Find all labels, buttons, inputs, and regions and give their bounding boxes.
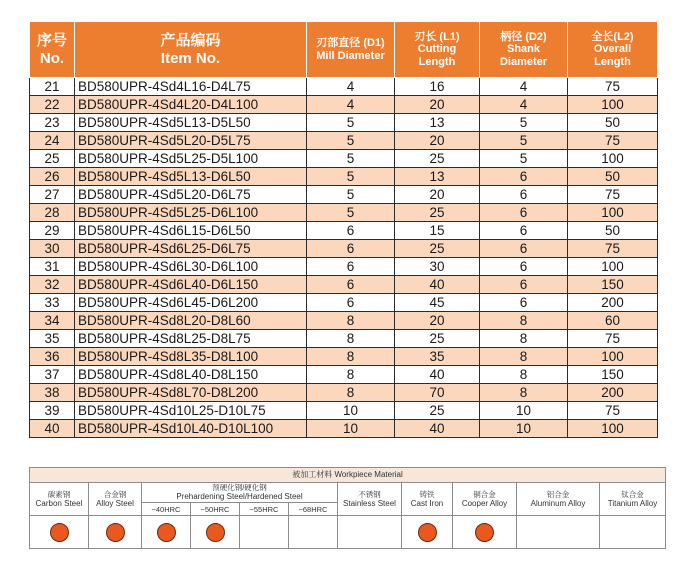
cell-item-no: BD580UPR-4Sd6L25-D6L75 (75, 240, 307, 258)
table-row (30, 222, 658, 240)
cell-cutting-length: 35 (395, 348, 480, 366)
header-item (75, 22, 307, 78)
header-d1-zh: 刃部直径 (D1) (316, 36, 385, 49)
cell-mill-diameter: 5 (307, 204, 395, 222)
cell-cutting-length: 20 (395, 312, 480, 330)
cell-item-no: BD580UPR-4Sd8L35-D8L100 (75, 348, 307, 366)
cell-shank-diameter: 6 (480, 222, 568, 240)
cell-shank-diameter: 10 (480, 402, 568, 420)
cell-mill-diameter: 5 (307, 114, 395, 132)
cell-hrc40 (142, 516, 191, 549)
cell-cutting-length: 20 (395, 132, 480, 150)
table-row (30, 402, 658, 420)
cell-shank-diameter: 5 (480, 150, 568, 168)
hardened-en: Prehardening Steel/Hardened Steel (176, 492, 303, 502)
cell-mill-diameter: 8 (307, 312, 395, 330)
cell-shank-diameter: 6 (480, 276, 568, 294)
cell-item-no: BD580UPR-4Sd5L20-D5L75 (75, 132, 307, 150)
cell-shank-diameter: 10 (480, 420, 568, 438)
castiron-zh: 铸铁 (419, 489, 435, 499)
cell-cutting-length: 40 (395, 366, 480, 384)
material-title-row (30, 468, 666, 483)
cell-shank-diameter: 6 (480, 240, 568, 258)
cell-cutting-length: 15 (395, 222, 480, 240)
cell-shank-diameter: 4 (480, 78, 568, 96)
cell-item-no: BD580UPR-4Sd6L15-D6L50 (75, 222, 307, 240)
table-row (30, 132, 658, 150)
header-item-zh: 产品编码 (160, 32, 221, 50)
table-row (30, 276, 658, 294)
cell-alloy (89, 516, 142, 549)
cell-overall-length: 50 (568, 222, 658, 240)
material-aluminum-alloy (517, 483, 600, 516)
cell-hrc55 (240, 516, 289, 549)
cell-cutting-length: 25 (395, 204, 480, 222)
cell-no: 31 (30, 258, 75, 276)
table-row (30, 366, 658, 384)
cell-no: 38 (30, 384, 75, 402)
cell-shank-diameter: 6 (480, 294, 568, 312)
aluminum-en: Aluminum Alloy (530, 498, 586, 508)
cell-hrc68 (289, 516, 338, 549)
header-d2-zh: 柄径 (D2) (500, 30, 547, 43)
cell-stainless (338, 516, 402, 549)
cell-overall-length: 100 (568, 348, 658, 366)
cell-item-no: BD580UPR-4Sd5L13-D6L50 (75, 168, 307, 186)
cell-cutting-length: 25 (395, 240, 480, 258)
material-titanium-alloy (600, 483, 666, 516)
cell-cutting-length: 30 (395, 258, 480, 276)
cell-shank-diameter: 8 (480, 384, 568, 402)
cell-no: 33 (30, 294, 75, 312)
table-row (30, 420, 658, 438)
cell-item-no: BD580UPR-4Sd10L40-D10L100 (75, 420, 307, 438)
cell-item-no: BD580UPR-4Sd10L25-D10L75 (75, 402, 307, 420)
cell-item-no: BD580UPR-4Sd5L13-D5L50 (75, 114, 307, 132)
cell-item-no: BD580UPR-4Sd4L16-D4L75 (75, 78, 307, 96)
suitable-dot-icon (418, 523, 437, 542)
hrc-68: ~68HRC (289, 503, 338, 516)
cell-cutting-length: 13 (395, 114, 480, 132)
cell-shank-diameter: 6 (480, 204, 568, 222)
cell-titanium (600, 516, 666, 549)
carbon-en: Carbon Steel (35, 498, 83, 508)
cell-no: 37 (30, 366, 75, 384)
cell-shank-diameter: 4 (480, 96, 568, 114)
material-carbon-steel (30, 483, 89, 516)
suitable-dot-icon (475, 523, 494, 542)
header-no-zh: 序号 (36, 32, 67, 50)
cell-no: 21 (30, 78, 75, 96)
cell-mill-diameter: 6 (307, 240, 395, 258)
cell-shank-diameter: 8 (480, 330, 568, 348)
cell-castiron (402, 516, 453, 549)
cell-cutting-length: 25 (395, 330, 480, 348)
cell-shank-diameter: 8 (480, 312, 568, 330)
cell-cutting-length: 40 (395, 420, 480, 438)
cell-item-no: BD580UPR-4Sd8L70-D8L200 (75, 384, 307, 402)
table-row (30, 294, 658, 312)
cell-mill-diameter: 8 (307, 384, 395, 402)
table-row (30, 204, 658, 222)
cell-mill-diameter: 4 (307, 78, 395, 96)
header-no (30, 22, 75, 78)
cell-no: 24 (30, 132, 75, 150)
cell-mill-diameter: 8 (307, 348, 395, 366)
cell-overall-length: 200 (568, 294, 658, 312)
header-row (30, 22, 658, 78)
hrc-40: ~40HRC (142, 503, 191, 516)
cell-cutting-length: 70 (395, 384, 480, 402)
header-l2-en1: Overall (593, 43, 632, 56)
titanium-en: Titanium Alloy (607, 498, 658, 508)
cell-overall-length: 100 (568, 204, 658, 222)
table-row (30, 114, 658, 132)
header-l1-en1: Cutting (417, 43, 457, 56)
cell-shank-diameter: 6 (480, 258, 568, 276)
table-row (30, 258, 658, 276)
cell-shank-diameter: 5 (480, 132, 568, 150)
cell-cutting-length: 45 (395, 294, 480, 312)
cell-overall-length: 100 (568, 150, 658, 168)
material-alloy-steel (89, 483, 142, 516)
stainless-zh: 不锈钢 (358, 489, 381, 499)
header-l1-zh: 刃长 (L1) (414, 30, 460, 43)
cell-copper (453, 516, 517, 549)
cell-item-no: BD580UPR-4Sd8L40-D8L150 (75, 366, 307, 384)
hrc-50: ~50HRC (191, 503, 240, 516)
stainless-en: Stainless Steel (343, 498, 396, 508)
cell-shank-diameter: 8 (480, 348, 568, 366)
cell-item-no: BD580UPR-4Sd6L30-D6L100 (75, 258, 307, 276)
table-row (30, 348, 658, 366)
suitable-dot-icon (50, 523, 69, 542)
cell-item-no: BD580UPR-4Sd5L25-D5L100 (75, 150, 307, 168)
cell-cutting-length: 16 (395, 78, 480, 96)
cell-aluminum (517, 516, 600, 549)
product-table (29, 21, 658, 438)
cell-mill-diameter: 6 (307, 294, 395, 312)
cell-item-no: BD580UPR-4Sd8L20-D8L60 (75, 312, 307, 330)
cell-mill-diameter: 5 (307, 150, 395, 168)
cell-carbon (30, 516, 89, 549)
cell-mill-diameter: 10 (307, 402, 395, 420)
cell-no: 32 (30, 276, 75, 294)
header-no-en: No. (39, 49, 65, 67)
cell-mill-diameter: 10 (307, 420, 395, 438)
cell-item-no: BD580UPR-4Sd4L20-D4L100 (75, 96, 307, 114)
cell-cutting-length: 13 (395, 168, 480, 186)
cell-item-no: BD580UPR-4Sd5L25-D6L100 (75, 204, 307, 222)
cell-overall-length: 100 (568, 96, 658, 114)
material-title: 被加工材料 Workpiece Material (30, 468, 666, 483)
cell-shank-diameter: 5 (480, 114, 568, 132)
suitable-dot-icon (206, 523, 225, 542)
cell-overall-length: 150 (568, 276, 658, 294)
cell-item-no: BD580UPR-4Sd5L20-D6L75 (75, 186, 307, 204)
suitable-dot-icon (157, 523, 176, 542)
material-hardened-steel (142, 483, 338, 503)
suitable-dot-icon (106, 523, 125, 542)
castiron-en: Cast Iron (410, 498, 444, 508)
cell-shank-diameter: 6 (480, 186, 568, 204)
cell-overall-length: 75 (568, 78, 658, 96)
header-d2-en1: Shank (506, 43, 540, 56)
cell-overall-length: 150 (568, 366, 658, 384)
cell-mill-diameter: 4 (307, 96, 395, 114)
cell-no: 27 (30, 186, 75, 204)
cell-hrc50 (191, 516, 240, 549)
hardened-zh: 预硬化钢/硬化钢 (212, 483, 267, 492)
table-row (30, 312, 658, 330)
cell-mill-diameter: 8 (307, 366, 395, 384)
cell-no: 23 (30, 114, 75, 132)
cell-no: 36 (30, 348, 75, 366)
cell-mill-diameter: 5 (307, 168, 395, 186)
cell-overall-length: 200 (568, 384, 658, 402)
cell-no: 39 (30, 402, 75, 420)
cell-no: 26 (30, 168, 75, 186)
table-row (30, 96, 658, 114)
cell-no: 34 (30, 312, 75, 330)
aluminum-zh: 铝合金 (546, 489, 570, 499)
cell-mill-diameter: 8 (307, 330, 395, 348)
material-cast-iron (402, 483, 453, 516)
cell-cutting-length: 20 (395, 186, 480, 204)
cell-no: 30 (30, 240, 75, 258)
table-row (30, 150, 658, 168)
cell-no: 25 (30, 150, 75, 168)
cell-mill-diameter: 5 (307, 132, 395, 150)
alloy-zh: 合金钢 (103, 489, 127, 499)
cell-cutting-length: 25 (395, 402, 480, 420)
material-header-row (30, 483, 666, 503)
cell-mill-diameter: 6 (307, 222, 395, 240)
table-row (30, 186, 658, 204)
cell-mill-diameter: 6 (307, 276, 395, 294)
cell-overall-length: 75 (568, 240, 658, 258)
workpiece-material-table (29, 467, 666, 549)
hrc-55: ~55HRC (240, 503, 289, 516)
cell-overall-length: 50 (568, 168, 658, 186)
cell-cutting-length: 25 (395, 150, 480, 168)
cell-no: 29 (30, 222, 75, 240)
cell-overall-length: 100 (568, 420, 658, 438)
header-d2-en2: Diameter (499, 55, 548, 68)
cell-mill-diameter: 6 (307, 258, 395, 276)
header-l2-en2: Length (594, 55, 631, 68)
header-item-en: Item No. (160, 49, 221, 67)
header-cutting-length (395, 22, 480, 78)
table-row (30, 78, 658, 96)
cell-item-no: BD580UPR-4Sd8L25-D8L75 (75, 330, 307, 348)
cell-overall-length: 60 (568, 312, 658, 330)
cell-overall-length: 75 (568, 186, 658, 204)
cell-no: 40 (30, 420, 75, 438)
product-rows (30, 78, 658, 438)
header-l2-zh: 全长(L2) (591, 30, 634, 43)
titanium-zh: 钛合金 (621, 489, 644, 499)
table-row (30, 240, 658, 258)
cell-overall-length: 100 (568, 258, 658, 276)
header-l1-en2: Length (418, 55, 456, 68)
header-shank-diameter (480, 22, 568, 78)
table-row (30, 168, 658, 186)
header-d1-en: Mill Diameter (316, 49, 385, 62)
cell-cutting-length: 40 (395, 276, 480, 294)
alloy-en: Alloy Steel (96, 498, 134, 508)
cell-mill-diameter: 5 (307, 186, 395, 204)
cell-no: 35 (30, 330, 75, 348)
copper-zh: 铜合金 (473, 489, 496, 499)
cell-shank-diameter: 8 (480, 366, 568, 384)
material-stainless-steel (338, 483, 402, 516)
carbon-zh: 碳素钢 (47, 489, 71, 499)
material-copper-alloy (453, 483, 517, 516)
cell-no: 22 (30, 96, 75, 114)
suitability-row (30, 516, 666, 549)
cell-cutting-length: 20 (395, 96, 480, 114)
cell-overall-length: 75 (568, 132, 658, 150)
cell-shank-diameter: 6 (480, 168, 568, 186)
cell-overall-length: 75 (568, 402, 658, 420)
copper-en: Cooper Alloy (461, 498, 508, 508)
table-row (30, 330, 658, 348)
cell-overall-length: 75 (568, 330, 658, 348)
header-mill-diameter (307, 22, 395, 78)
cell-overall-length: 50 (568, 114, 658, 132)
header-overall-length (568, 22, 658, 78)
cell-item-no: BD580UPR-4Sd6L45-D6L200 (75, 294, 307, 312)
cell-no: 28 (30, 204, 75, 222)
table-row (30, 384, 658, 402)
cell-item-no: BD580UPR-4Sd6L40-D6L150 (75, 276, 307, 294)
